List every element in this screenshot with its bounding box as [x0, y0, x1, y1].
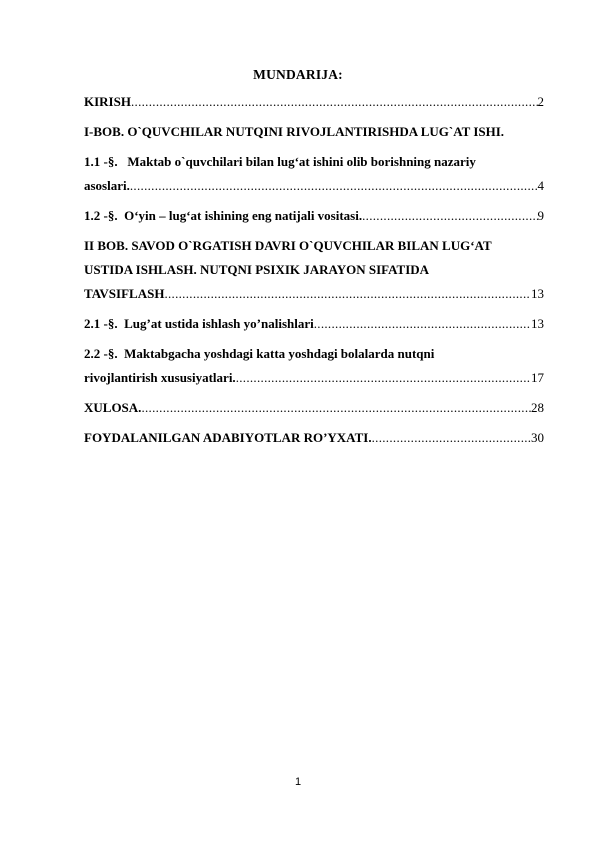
toc-leader-dots	[141, 396, 531, 420]
toc-entry-references[interactable]	[84, 426, 544, 450]
toc-chapter-1-heading[interactable]: I-BOB. O`QUVCHILAR NUTQINI RIVOJLANTIRISHDA LUG`AT ISHI.	[84, 124, 505, 139]
toc-entry-page: 2	[537, 94, 544, 109]
toc-entry-text: TAVSIFLASH	[84, 286, 165, 301]
page-number: 1	[294, 776, 302, 788]
toc-entry-text: O‘yin – lug‘at ishining eng natijali vositasi.	[124, 208, 363, 223]
toc-entry-page: 13	[531, 316, 544, 331]
toc-entry-1-1-line1[interactable]	[84, 150, 544, 174]
toc-entry-text: Maktab o`quvchilari bilan lug‘at ishini olib borishning nazariy	[127, 154, 476, 169]
toc-leader-dots	[131, 90, 538, 114]
toc-entry-2-2-line1[interactable]	[84, 342, 544, 366]
toc-leader-dots	[314, 312, 531, 336]
toc-chapter-2-line1[interactable]: II BOB. SAVOD O`RGATISH DAVRI O`QUVCHILAR BILAN LUG‘AT	[84, 238, 492, 253]
toc-leader-dots	[164, 282, 531, 306]
toc-entry-kirish[interactable]	[84, 90, 544, 114]
toc-entry-page: 4	[537, 178, 544, 193]
toc-chapter-2-line2[interactable]: USTIDA ISHLASH. NUTQNI PSIXIK JARAYON SIFATIDA	[84, 262, 430, 277]
table-of-contents	[84, 90, 544, 450]
toc-entry-xulosa[interactable]	[84, 396, 544, 420]
toc-chapter-2-line3[interactable]	[84, 282, 544, 306]
toc-leader-dots	[130, 174, 538, 198]
toc-entry-text: Lug’at ustida ishlash yo’nalishlari	[124, 316, 314, 331]
toc-entry-page: 30	[531, 430, 544, 445]
toc-leader-dots	[362, 204, 537, 228]
toc-entry-page: 13	[531, 286, 544, 301]
toc-entry-2-1[interactable]	[84, 312, 544, 336]
section-number: 2.1 -§.	[84, 316, 118, 331]
toc-entry-1-1-line2[interactable]	[84, 174, 544, 198]
toc-entry-text: asoslari.	[84, 178, 130, 193]
toc-entry-text: Maktabgacha yoshdagi katta yoshdagi bolalarda nutqni	[124, 346, 435, 361]
toc-leader-dots	[236, 366, 531, 390]
section-number: 2.2 -§.	[84, 346, 118, 361]
toc-entry-page: 28	[531, 400, 544, 415]
toc-entry-text: KIRISH	[84, 94, 131, 109]
toc-entry-1-2[interactable]	[84, 204, 544, 228]
toc-entry-page: 17	[531, 370, 544, 385]
toc-entry-text: XULOSA.	[84, 400, 142, 415]
toc-entry-2-2-line2[interactable]	[84, 366, 544, 390]
toc-entry-text: rivojlantirish xususiyatlari.	[84, 370, 236, 385]
toc-entry-page: 9	[537, 208, 544, 223]
toc-leader-dots	[372, 426, 531, 450]
toc-entry-text: FOYDALANILGAN ADABIYOTLAR RO’YXATI.	[84, 430, 372, 445]
section-number: 1.2 -§.	[84, 208, 118, 223]
section-number: 1.1 -§.	[84, 154, 118, 169]
toc-title: MUNDARIJA:	[253, 67, 343, 82]
